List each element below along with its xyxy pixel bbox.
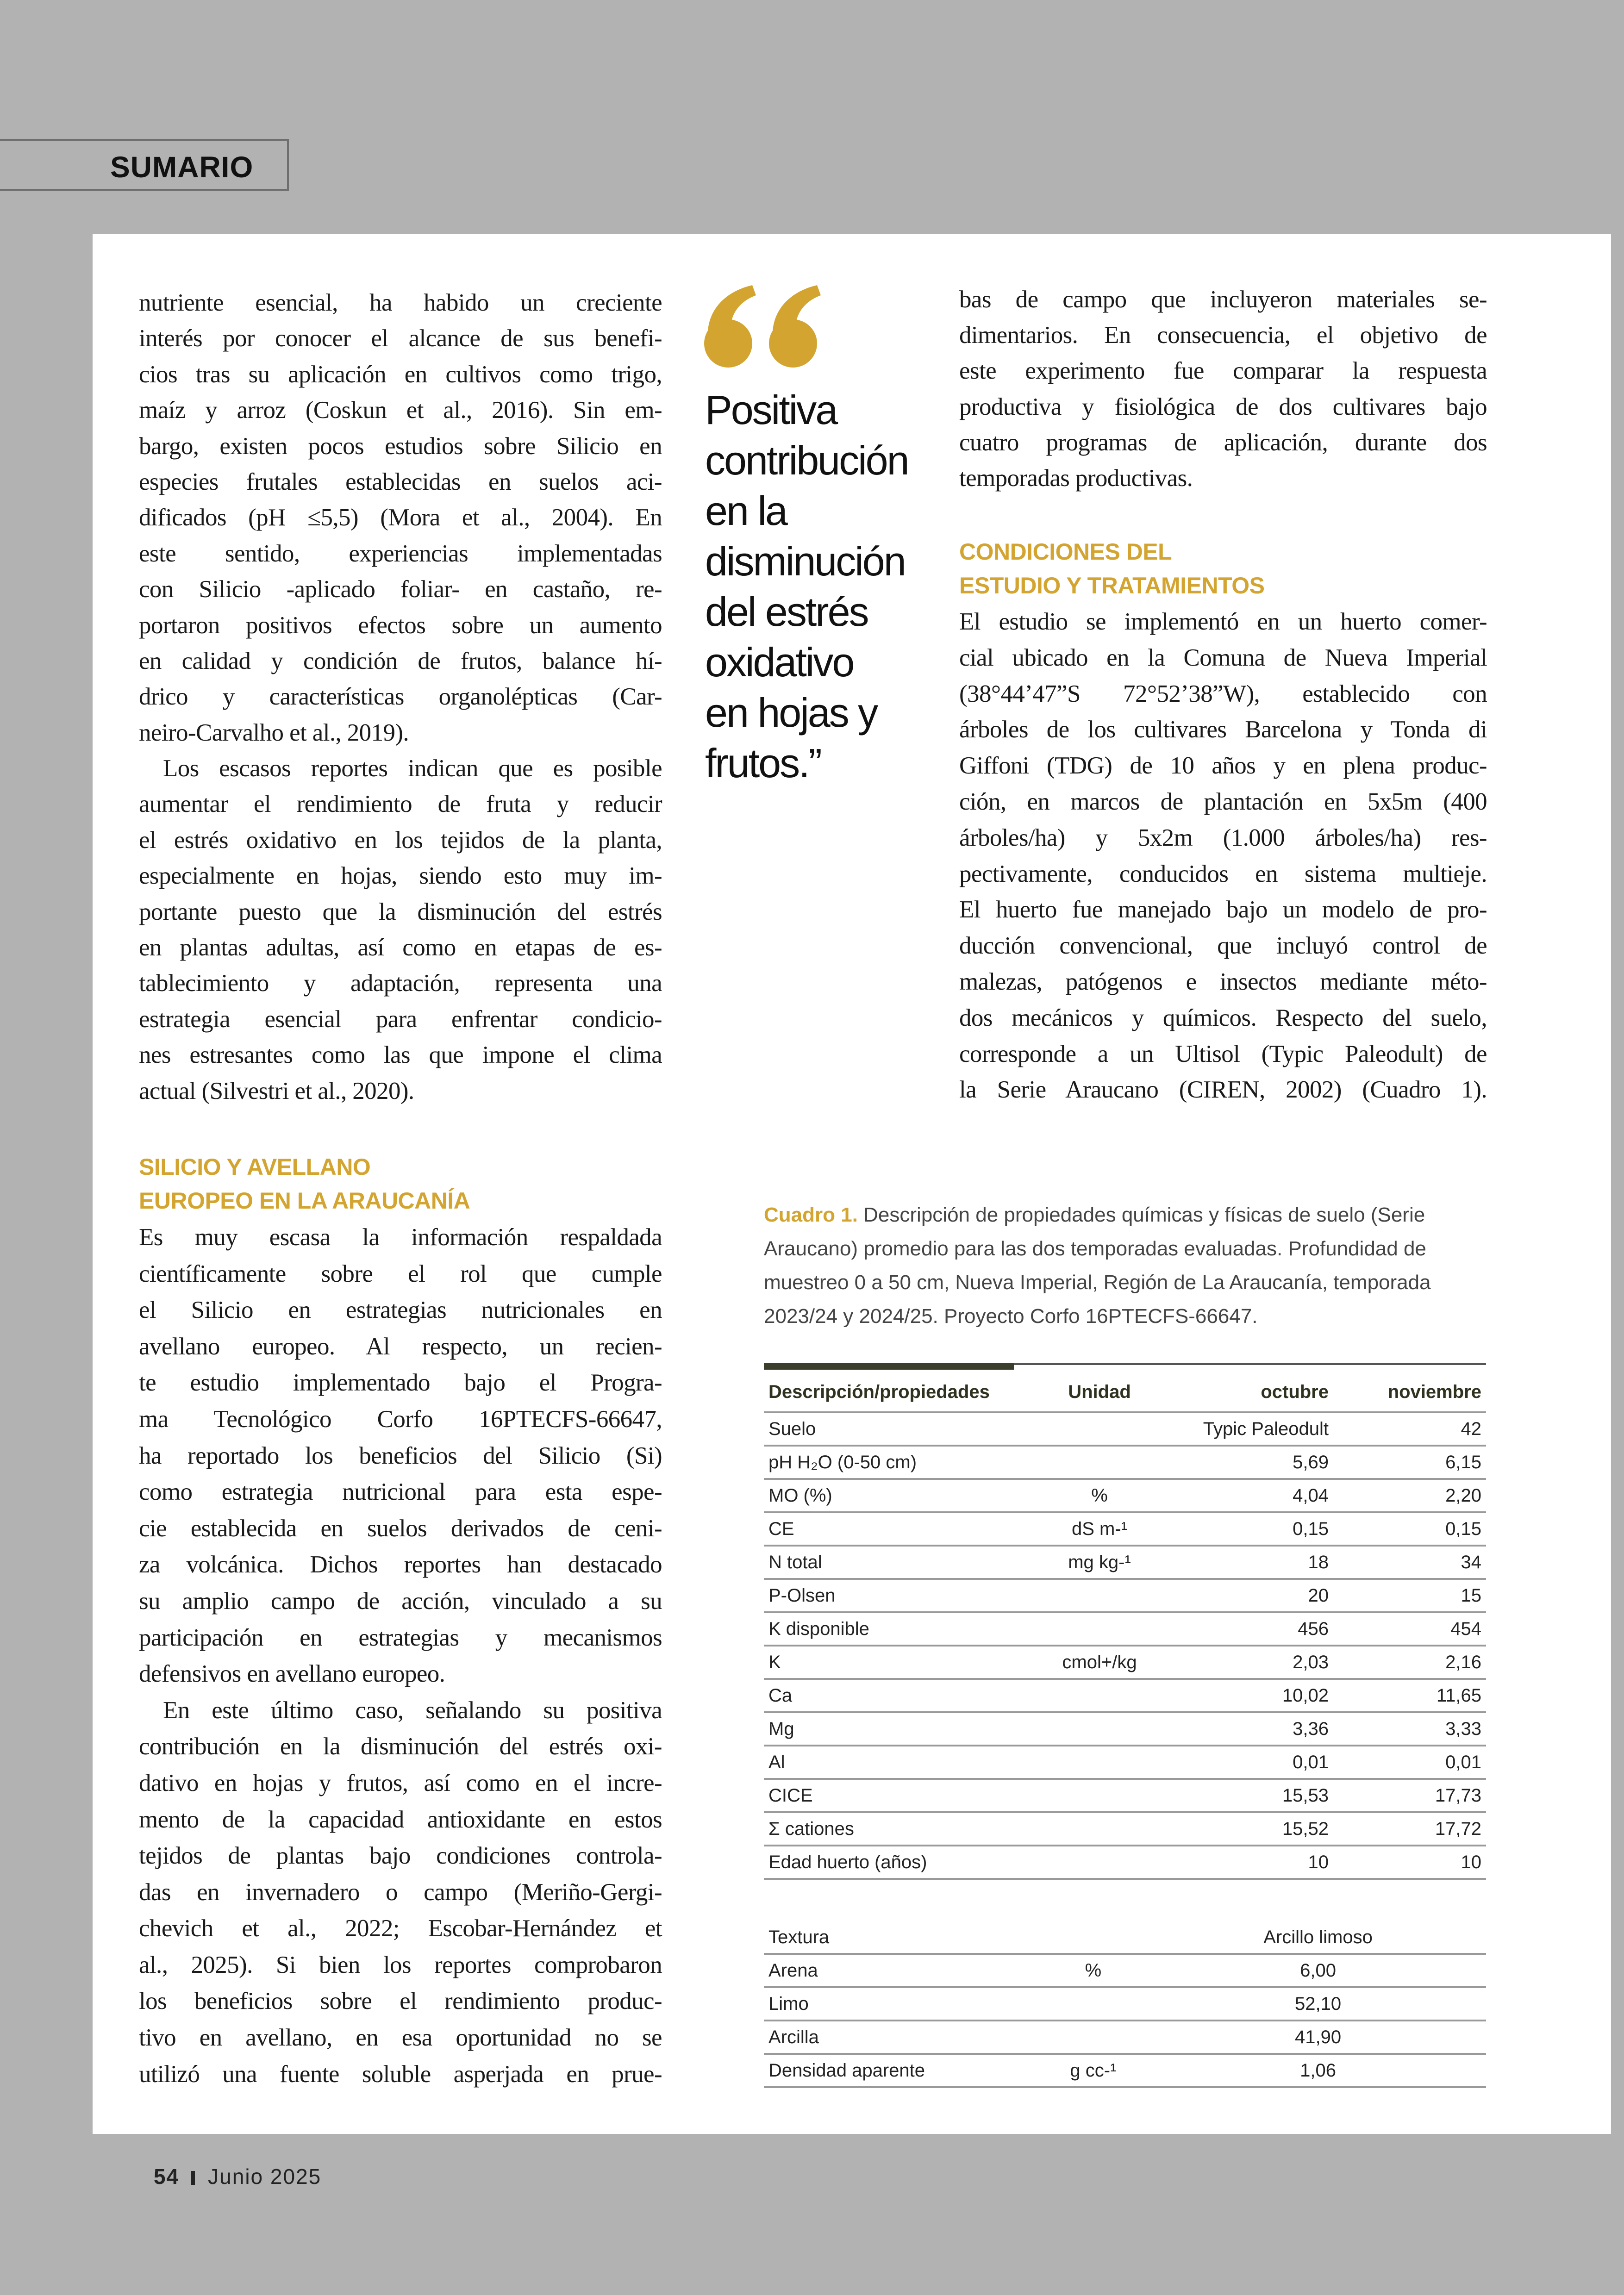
section-heading-condiciones [959,535,1264,603]
table-cell: 3,33 [1445,1718,1481,1739]
text-line: portaron positivos efectos sobre un aumento [139,611,662,639]
text-line: árboles/ha) y 5x2m (1.000 árboles/ha) res- [959,824,1487,851]
text-line: chevich et al., 2022; Escobar-Hernández et [139,1915,662,1942]
text-line: actual (Silvestri et al., 2020). [139,1077,414,1104]
text-line: ha reportado los beneficios del Silicio (Si) [139,1442,662,1469]
text-line: como estrategia nutricional para esta espe- [139,1478,662,1506]
text-line: cial ubicado en la Comuna de Nueva Imperial [959,644,1487,671]
column-header: Descripción/propiedades [768,1381,990,1402]
table-cell: 10,02 [1282,1685,1329,1706]
section-tab [0,139,289,191]
text-line: temporadas productivas. [959,464,1193,492]
table-cell: K disponible [768,1618,869,1639]
texture-row [764,1955,1486,1988]
text-line: dimentarios. En consecuencia, el objetivo de [959,322,1487,349]
text-line: el Silicio en estrategias nutricionales en [139,1297,662,1324]
quote-mark-icon [701,283,831,371]
table-cell: % [1091,1485,1108,1506]
table-cell: 34 [1461,1552,1481,1572]
table-cell: % [1085,1960,1102,1981]
text-line: este experimento fue comparar la respuesta [959,357,1487,385]
caption-label: Cuadro 1. [764,1204,858,1226]
text-line: ción, en marcos de plantación en 5x5m (400 [959,788,1487,815]
table-row [764,1780,1486,1813]
column-header: noviembre [1387,1381,1481,1402]
right-column-body [959,282,1487,496]
text-line: Los escasos reportes indican que es posible [163,755,662,782]
text-line: la Serie Araucano (CIREN, 2002) (Cuadro 1). [959,1076,1487,1104]
table-cell: 0,01 [1445,1752,1481,1772]
text-line: dativo en hojas y frutos, así como en el incre- [139,1769,662,1796]
text-line: malezas, patógenos e insectos mediante méto- [959,968,1487,995]
pull-quote [705,385,908,788]
table-cell: Σ cationes [768,1818,854,1839]
text-line: bas de campo que incluyeron materiales se- [959,286,1487,313]
page-number: 54 [154,2164,180,2189]
table-row [764,1680,1486,1713]
table-cell: 2,20 [1445,1485,1481,1506]
page-footer [154,2164,321,2189]
column-header: octubre [1261,1381,1329,1402]
caption-line: Araucano) promedio para las dos temporadas evaluadas. Profundidad de [764,1237,1426,1260]
table-cell: 3,36 [1293,1718,1329,1739]
table-cell: 41,90 [1294,2027,1342,2047]
table-cell: P-Olsen [768,1585,836,1606]
table-cell: CICE [768,1785,813,1806]
text-line: científicamente sobre el rol que cumple [139,1260,662,1287]
pull-quote-line: Positiva [705,387,837,433]
heading-line: CONDICIONES DEL [959,539,1172,565]
table-cell: 6,15 [1445,1452,1481,1472]
text-line: especialmente en hojas, siendo esto muy im- [139,862,662,890]
text-line: neiro-Carvalho et al., 2019). [139,719,409,746]
caption-line: muestreo 0 a 50 cm, Nueva Imperial, Región de La Araucanía, temporada [764,1271,1431,1294]
text-line: Es muy escasa la información respaldada [139,1224,662,1251]
text-line: los beneficios sobre el rendimiento produc- [139,1988,662,2015]
text-line: pectivamente, conducidos en sistema multieje. [959,860,1487,887]
left-column-body [139,285,662,1109]
table-cell: Arcilla [768,2027,819,2047]
table-cell: 11,65 [1436,1685,1481,1706]
table-cell: 0,01 [1293,1752,1329,1772]
text-line: con Silicio -aplicado foliar- en castaño, re- [139,576,662,603]
text-line: portante puesto que la disminución del estrés [139,898,662,925]
text-line: en calidad y condición de frutos, balance hí- [139,647,662,674]
texture-row [764,1988,1486,2021]
table-cell: 4,04 [1293,1485,1329,1506]
pull-quote-line: en la [705,488,787,534]
text-line: dos mecánicos y químicos. Respecto del suelo, [959,1004,1487,1031]
table-cell: 2,03 [1293,1652,1329,1672]
table-cell: MO (%) [768,1485,832,1506]
text-line: tablecimiento y adaptación, representa una [139,970,662,997]
text-line: cuatro programas de aplicación, durante dos [959,429,1487,456]
text-line: estrategia esencial para enfrentar condicio- [139,1005,662,1033]
table-row [764,1580,1486,1613]
text-line: aumentar el rendimiento de fruta y reducir [139,791,662,818]
table-row [764,1447,1486,1480]
text-line: dificados (pH ≤5,5) (Mora et al., 2004). En [139,504,662,531]
table-cell: g cc-¹ [1070,2060,1117,2081]
table-cell: 454 [1450,1618,1481,1639]
text-line: corresponde a un Ultisol (Typic Paleodult) de [959,1040,1487,1067]
text-line: este sentido, experiencias implementadas [139,540,662,567]
table-cell: cmol+/kg [1062,1652,1137,1672]
text-line: (38°44’47”S 72°52’38”W), establecido con [959,680,1487,707]
text-line: bargo, existen pocos estudios sobre Silicio en [139,432,662,460]
table-cell: 1,06 [1300,2060,1336,2081]
caption-line: 2023/24 y 2024/25. Proyecto Corfo 16PTECFS-66647. [764,1305,1258,1328]
text-line: nes estresantes como las que impone el clima [139,1041,662,1069]
table-cell: 0,15 [1293,1518,1329,1539]
text-line: drico y características organolépticas (Car- [139,683,662,711]
table-cell: Textura [768,1927,830,1947]
text-line: das en invernadero o campo (Meriño-Gergi- [139,1878,662,1906]
table-row [764,1813,1486,1846]
table-cell: Edad huerto (años) [768,1852,927,1872]
table-caption [764,1198,1486,1333]
table-cell: Ca [768,1685,793,1706]
soil-properties-table [764,1363,1486,2088]
table-cell: 5,69 [1293,1452,1329,1472]
text-line: contribución en la disminución del estrés oxi- [139,1733,662,1760]
table-cell: pH H₂O (0-50 cm) [768,1452,917,1472]
issue-date: Junio 2025 [208,2164,322,2189]
pull-quote-line: en hojas y [705,690,877,736]
left-column-body-2 [139,1219,662,2092]
text-line: za volcánica. Dichos reportes han destacado [139,1551,662,1578]
right-column-body-2 [959,604,1487,1108]
text-line: En este último caso, señalando su positiva [163,1696,662,1724]
text-line: maíz y arroz (Coskun et al., 2016). Sin em- [139,397,662,424]
text-line: tivo en avellano, en esa oportunidad no se [139,2024,662,2052]
text-line: tejidos de plantas bajo condiciones controla- [139,1842,662,1870]
table-row [764,1513,1486,1547]
table-row [764,1713,1486,1746]
texture-row [764,2021,1486,2055]
table-header-row [764,1372,1486,1413]
table-cell: 10 [1308,1852,1329,1872]
text-line: defensivos en avellano europeo. [139,1660,445,1688]
text-line: interés por conocer el alcance de sus benefi- [139,325,662,352]
table-row [764,1547,1486,1580]
table-row [764,1846,1486,1880]
table-cell: 15 [1461,1585,1481,1606]
table-cell: Arena [768,1960,818,1981]
table-row [764,1480,1486,1513]
text-line: utilizó una fuente soluble asperjada en prue- [139,2060,662,2088]
text-line: especies frutales establecidas en suelos aci- [139,468,662,495]
table-cell: 0,15 [1445,1518,1481,1539]
table-cell: mg kg-¹ [1068,1552,1131,1572]
table-cell: Arcillo limoso [1263,1927,1373,1947]
text-line: nutriente esencial, ha habido un creciente [139,289,662,316]
table-top-rule [764,1363,1486,1370]
texture-row [764,1921,1486,1955]
table-cell: K [768,1652,781,1672]
text-line: su amplio campo de acción, vinculado a su [139,1587,662,1615]
table-cell: 17,72 [1435,1818,1481,1839]
text-line: mento de la capacidad antioxidante en estos [139,1806,662,1833]
table-cell: 18 [1308,1552,1329,1572]
heading-line: EUROPEO EN LA ARAUCANÍA [139,1188,470,1214]
text-line: El estudio se implementó en un huerto comer- [959,608,1487,635]
text-line: Giffoni (TDG) de 10 años y en plena produc- [959,752,1487,780]
pull-quote-line: disminución [705,538,905,584]
caption-line: Descripción de propiedades químicas y físicas de suelo (Serie [857,1204,1425,1226]
pull-quote-line: del estrés [705,589,868,635]
text-line: participación en estrategias y mecanismos [139,1624,662,1651]
text-line: el estrés oxidativo en los tejidos de la planta, [139,826,662,854]
table-row [764,1613,1486,1646]
table-cell: 10 [1461,1852,1481,1872]
text-line: productiva y fisiológica de dos cultivares bajo [959,393,1487,420]
table-row [764,1746,1486,1780]
table-cell: CE [768,1518,794,1539]
text-line: ducción convencional, que incluyó control de [959,932,1487,960]
text-line: te estudio implementado bajo el Progra- [139,1369,662,1397]
text-line: ma Tecnológico Corfo 16PTECFS-66647, [139,1405,662,1433]
pull-quote-line: frutos.” [705,740,821,786]
text-line: en plantas adultas, así como en etapas de es- [139,934,662,961]
table-cell: dS m-¹ [1072,1518,1127,1539]
table-cell: Suelo [768,1418,816,1439]
pull-quote-line: oxidativo [705,639,854,685]
text-line: avellano europeo. Al respecto, un recien- [139,1333,662,1360]
table-cell: Densidad aparente [768,2060,925,2081]
table-cell: Limo [768,1993,809,2014]
table-cell: 20 [1308,1585,1329,1606]
footer-separator [191,2171,195,2185]
pull-quote-line: contribución [705,437,908,483]
text-line: El huerto fue manejado bajo un modelo de pro- [959,896,1487,923]
table-row [764,1413,1486,1447]
table-cell: Typic Paleodult [1203,1418,1329,1439]
texture-row [764,2055,1486,2088]
table-cell: Mg [768,1718,794,1739]
text-line: árboles de los cultivares Barcelona y Tonda di [959,716,1487,743]
table-cell: 52,10 [1294,1993,1342,2014]
table-cell: 456 [1298,1618,1329,1639]
table-row [764,1646,1486,1680]
table-cell: Al [768,1752,785,1772]
table-cell: N total [768,1552,822,1572]
section-title: SUMARIO [110,150,254,184]
text-line: cios tras su aplicación en cultivos como trigo, [139,361,662,388]
table-cell: 42 [1461,1418,1481,1439]
heading-line: SILICIO Y AVELLANO [139,1154,371,1180]
section-heading-silicio [139,1150,470,1218]
texture-table [764,1921,1486,2088]
table-cell: 2,16 [1445,1652,1481,1672]
heading-line: ESTUDIO Y TRATAMIENTOS [959,573,1265,599]
text-line: cie establecida en suelos derivados de ceni- [139,1515,662,1542]
table-cell: 17,73 [1435,1785,1481,1806]
table-body [764,1413,1486,1880]
column-header: Unidad [1068,1381,1131,1402]
table-cell: 6,00 [1300,1960,1336,1981]
table-cell: 15,53 [1282,1785,1329,1806]
text-line: al., 2025). Si bien los reportes comprobaron [139,1951,662,1978]
table-cell: 15,52 [1282,1818,1329,1839]
